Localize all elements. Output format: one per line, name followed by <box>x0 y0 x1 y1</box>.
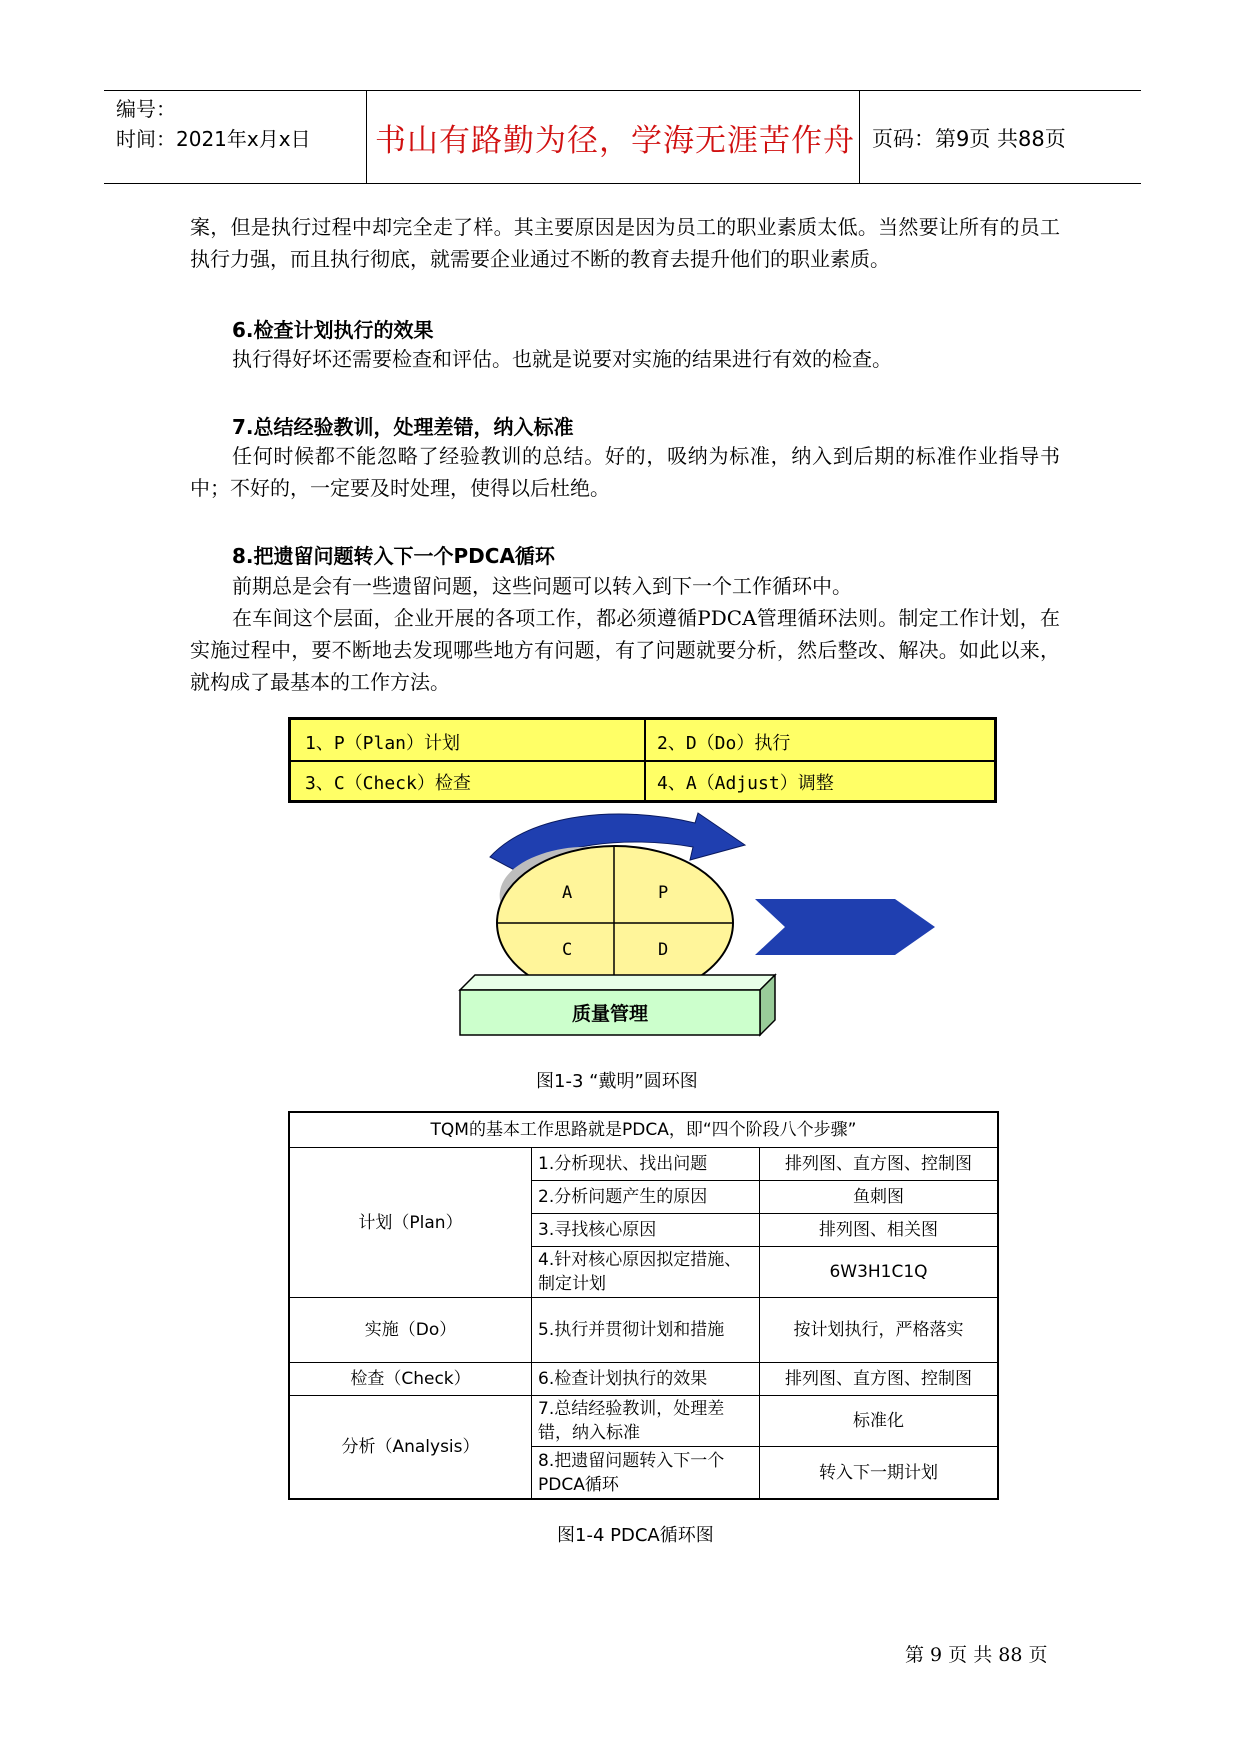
tool-2: 鱼刺图 <box>760 1181 997 1214</box>
step-7: 7.总结经验教训，处理差错，纳入标准 <box>532 1396 760 1447</box>
tqm-title: TQM的基本工作思路就是PDCA，即“四个阶段八个步骤” <box>290 1113 997 1148</box>
figure-1-4-caption: 图1-4 PDCA循环图 <box>557 1525 714 1546</box>
base-box-top <box>460 975 775 990</box>
step-5: 5.执行并贯彻计划和措施 <box>532 1298 760 1363</box>
step-4: 4.针对核心原因拟定措施、制定计划 <box>532 1247 760 1298</box>
paragraph-7: 任何时候都不能忽略了经验教训的总结。好的，吸纳为标准，纳入到后期的标准作业指导书中；不好的，一定要及时处理，使得以后杜绝。 <box>190 444 1060 500</box>
step-3: 3.寻找核心原因 <box>532 1214 760 1247</box>
heading-8: 8.把遗留问题转入下一个PDCA循环 <box>232 544 555 568</box>
header-top-rule <box>104 90 1141 91</box>
tool-3: 排列图、相关图 <box>760 1214 997 1247</box>
step-2: 2.分析问题产生的原因 <box>532 1181 760 1214</box>
header-meta <box>116 94 311 154</box>
quadrant-a: A <box>562 883 573 903</box>
cell-plan: 1、P（Plan）计划 <box>305 733 461 754</box>
tool-6: 排列图、直方图、控制图 <box>760 1363 997 1396</box>
tool-7: 标准化 <box>760 1396 997 1447</box>
pdca-step-table <box>288 717 997 803</box>
tool-1: 排列图、直方图、控制图 <box>760 1148 997 1181</box>
paragraph-8b: 在车间这个层面，企业开展的各项工作，都必须遵循PDCA管理循环法则。制定工作计划，在实施过程中，要不断地去发现哪些地方有问题，有了问题就要分析，然后整改、解决。如此以来，就构成了最基本的工作方法。 <box>190 606 1060 694</box>
quadrant-c: C <box>562 940 573 960</box>
header-page-label: 页码：第9页 共88页 <box>872 127 1066 151</box>
quadrant-d: D <box>658 940 669 960</box>
header-motto: 书山有路勤为径，学海无涯苦作舟 <box>375 123 855 159</box>
time-label: 时间：2021年x月x日 <box>116 127 311 151</box>
heading-6: 6.检查计划执行的效果 <box>232 318 434 342</box>
tool-4: 6W3H1C1Q <box>760 1247 997 1298</box>
table-divider-h <box>291 760 994 762</box>
phase-do: 实施（Do） <box>290 1298 532 1363</box>
header-divider-left <box>366 91 367 183</box>
heading-7: 7.总结经验教训，处理差错，纳入标准 <box>232 415 574 439</box>
step-6: 6.检查计划执行的效果 <box>532 1363 760 1396</box>
chevron-arrow-icon <box>755 899 935 955</box>
paragraph-6: 执行得好坏还需要检查和评估。也就是说要对实施的结果进行有效的检查。 <box>232 347 892 371</box>
cell-check: 3、C（Check）检查 <box>305 773 471 794</box>
step-8: 8.把遗留问题转入下一个PDCA循环 <box>532 1447 760 1498</box>
deming-circle-diagram <box>440 805 960 1050</box>
paragraph-1: 案，但是执行过程中却完全走了样。其主要原因是因为员工的职业素质太低。当然要让所有的员工执行力强，而且执行彻底，就需要企业通过不断的教育去提升他们的职业素质。 <box>190 215 1060 271</box>
phase-analysis: 分析（Analysis） <box>290 1396 532 1498</box>
cell-adjust: 4、A（Adjust）调整 <box>657 773 834 794</box>
figure-1-3-caption: 图1-3 “戴明”圆环图 <box>536 1071 698 1092</box>
number-label: 编号： <box>116 97 176 121</box>
paragraph-8a: 前期总是会有一些遗留问题，这些问题可以转入到下一个工作循环中。 <box>232 574 852 598</box>
step-1: 1.分析现状、找出问题 <box>532 1148 760 1181</box>
cell-do: 2、D（Do）执行 <box>657 733 791 754</box>
phase-plan: 计划（Plan） <box>290 1148 532 1298</box>
quadrant-p: P <box>658 883 669 903</box>
phase-check: 检查（Check） <box>290 1363 532 1396</box>
tqm-table <box>288 1111 999 1500</box>
header-divider-right <box>859 91 860 183</box>
page-footer: 第 9 页 共 88 页 <box>905 1644 1048 1666</box>
tool-5: 按计划执行，严格落实 <box>760 1298 997 1363</box>
base-label: 质量管理 <box>571 1003 649 1025</box>
tool-8: 转入下一期计划 <box>819 1462 938 1483</box>
header-bottom-rule <box>104 183 1141 184</box>
